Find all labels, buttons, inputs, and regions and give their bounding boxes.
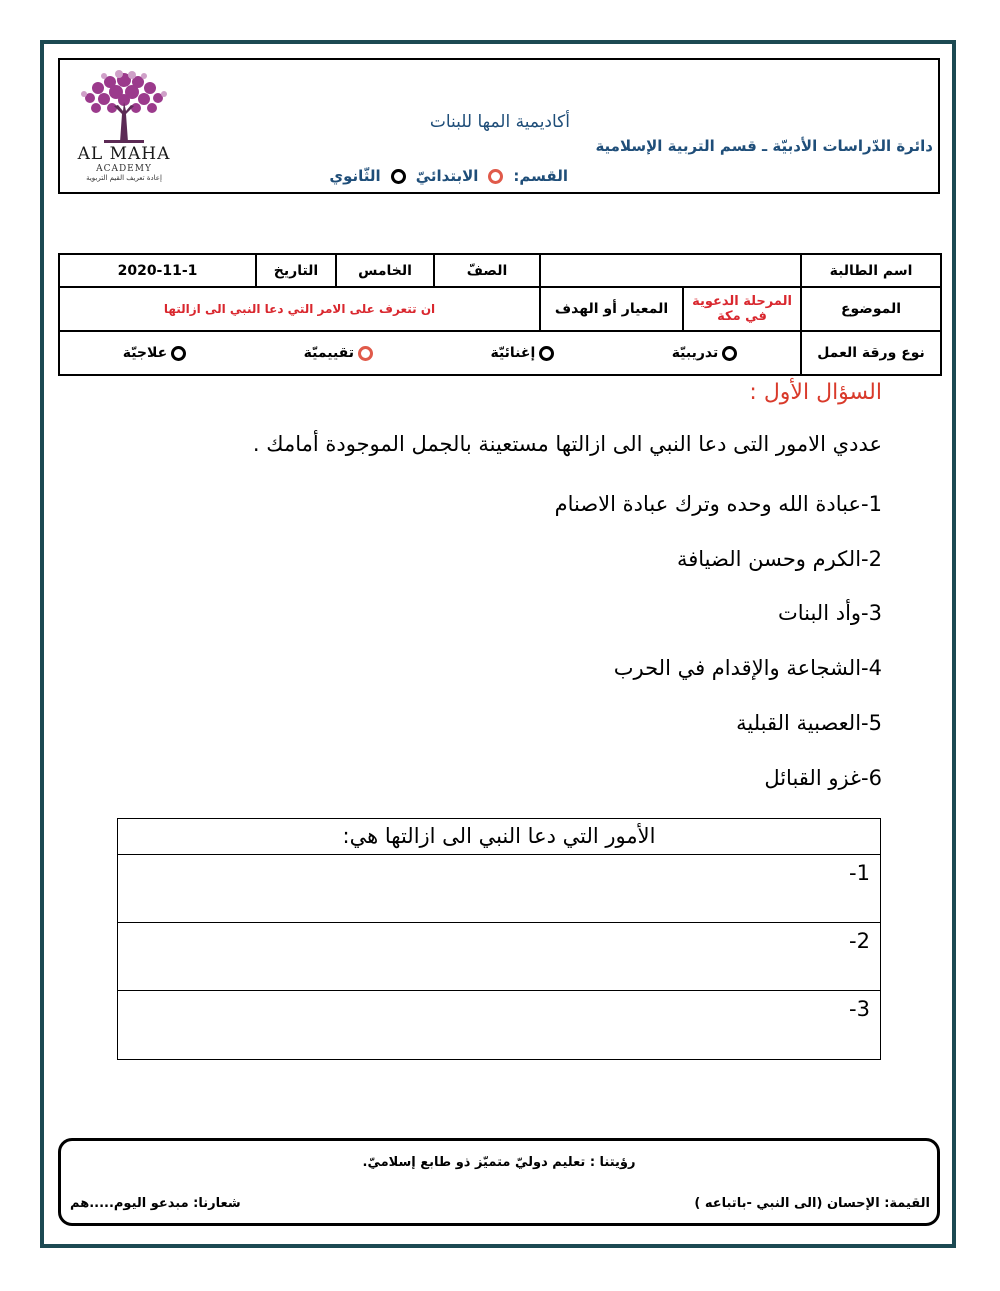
question-title: السؤال الأول : bbox=[749, 380, 882, 405]
academy-name: أكاديمية المها للبنات bbox=[429, 112, 570, 132]
value-statement: القيمة: الإحسان (الى النبي -باتباعه ) bbox=[694, 1196, 930, 1211]
goal-label: المعيار أو الهدف bbox=[540, 287, 683, 331]
tree-icon bbox=[74, 66, 174, 144]
section-option-primary: الابتدائيّ bbox=[415, 167, 479, 185]
info-table bbox=[58, 253, 942, 376]
logo-tagline: إعادة تعريف القيم التربوية bbox=[86, 174, 162, 182]
date-label: التاريخ bbox=[256, 254, 336, 287]
slogan-statement: شعارنا: مبدعو اليوم.....هم bbox=[70, 1196, 241, 1211]
answer-row-number: 1- bbox=[849, 861, 870, 885]
type-option-enrichment[interactable]: إغنائيّة bbox=[490, 345, 554, 361]
topic-label: الموضوع bbox=[801, 287, 941, 331]
grade-label: الصفّ bbox=[434, 254, 540, 287]
grade-value: الخامس bbox=[336, 254, 434, 287]
type-option-training[interactable]: تدريبيّة bbox=[672, 345, 738, 361]
radio-icon[interactable] bbox=[488, 169, 503, 184]
type-option-remedial[interactable]: علاجيّة bbox=[123, 345, 187, 361]
answer-row-2[interactable] bbox=[118, 923, 880, 991]
section-selector bbox=[296, 164, 568, 188]
answer-heading: الأمور التي دعا النبي الى ازالتها هي: bbox=[118, 819, 880, 855]
worksheet-type-label: نوع ورقة العمل bbox=[801, 331, 941, 375]
question-instruction: عددي الامور التى دعا النبي الى ازالتها مستعينة بالجمل الموجودة أمامك . bbox=[252, 432, 882, 456]
vision-statement: رؤيتنا : تعليم دوليّ متميّز ذو طابع إسلاميّ. bbox=[362, 1155, 636, 1170]
radio-icon bbox=[358, 346, 373, 361]
academy-logo bbox=[66, 66, 182, 186]
footer-box bbox=[58, 1138, 940, 1226]
department-line: دائرة الدّراسات الأدبيّة ـ قسم التربية الإسلامية bbox=[595, 137, 933, 155]
question-item: 1-عبادة الله وحده وترك عبادة الاصنام bbox=[554, 492, 882, 516]
question-item: 2-الكرم وحسن الضيافة bbox=[676, 547, 882, 571]
question-item: 4-الشجاعة والإقدام في الحرب bbox=[613, 656, 882, 680]
question-item: 3-وأد البنات bbox=[777, 601, 882, 625]
section-option-secondary: الثّانوي bbox=[329, 167, 381, 185]
logo-subtitle: ACADEMY bbox=[96, 164, 152, 174]
topic-value: المرحلة الدعوية في مكة bbox=[683, 287, 801, 331]
answer-row-3[interactable] bbox=[118, 991, 880, 1059]
student-name-field[interactable] bbox=[540, 254, 801, 287]
worksheet-type-options bbox=[59, 331, 801, 375]
radio-icon bbox=[171, 346, 186, 361]
answer-row-1[interactable] bbox=[118, 855, 880, 923]
type-option-assessment[interactable]: تقييميّة bbox=[304, 345, 373, 361]
section-label: القسم: bbox=[513, 167, 568, 185]
logo-name: AL MAHA bbox=[77, 144, 171, 164]
radio-icon[interactable] bbox=[391, 169, 406, 184]
question-item: 5-العصبية القبلية bbox=[736, 711, 882, 735]
question-item: 6-غزو القبائل bbox=[764, 766, 882, 790]
answer-row-number: 2- bbox=[849, 929, 870, 953]
goal-value: ان تتعرف على الامر التي دعا النبي الى ازالتها bbox=[59, 287, 540, 331]
answer-box bbox=[117, 818, 881, 1060]
date-value: 2020-11-1 bbox=[59, 254, 256, 287]
radio-icon bbox=[539, 346, 554, 361]
radio-icon bbox=[722, 346, 737, 361]
answer-row-number: 3- bbox=[849, 997, 870, 1021]
page-frame bbox=[40, 40, 956, 1248]
student-name-label: اسم الطالبة bbox=[801, 254, 941, 287]
